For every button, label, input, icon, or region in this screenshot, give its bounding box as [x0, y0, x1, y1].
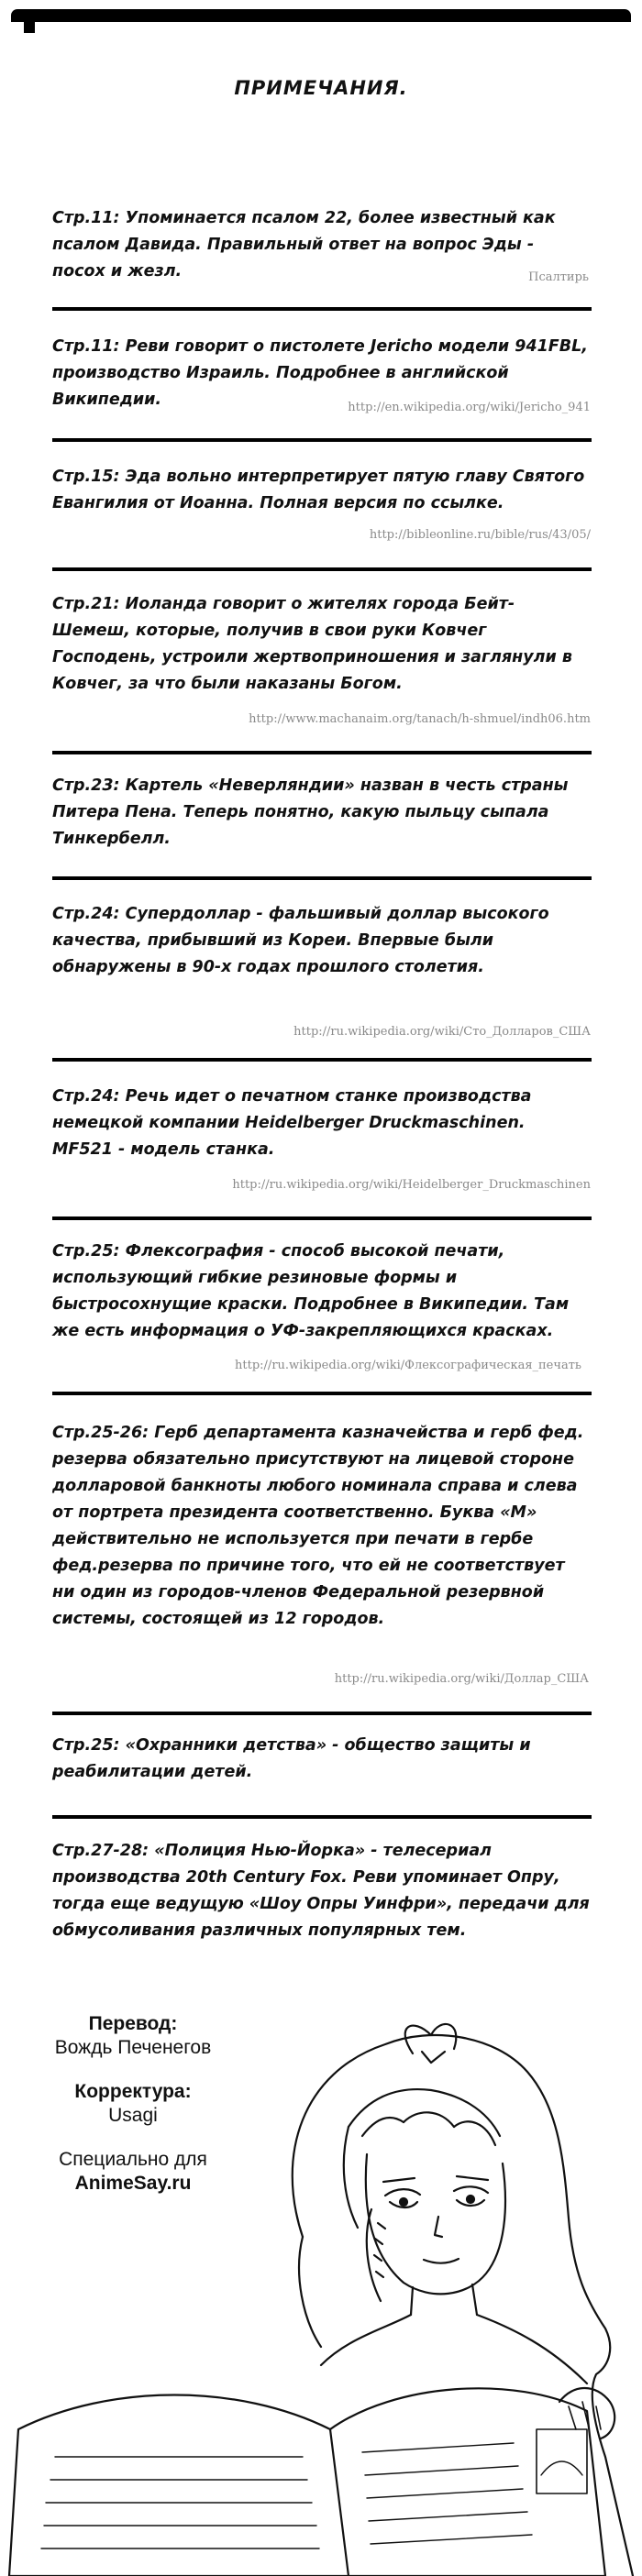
note-link[interactable]: http://bibleonline.ru/bible/rus/43/05/	[369, 528, 591, 542]
note-text: Стр.24: Супердоллар - фальшивый доллар высокого качества, прибывший из Кореи. Впервые были обнаружены в 90-х годах прошлого столетия.	[52, 905, 549, 976]
note-item	[52, 773, 590, 853]
note-item	[52, 464, 590, 517]
top-border-bar	[11, 9, 631, 22]
note-item	[52, 901, 590, 981]
translation-label: Перевод:	[88, 2013, 178, 2034]
top-border-notch	[24, 22, 35, 33]
divider	[52, 307, 592, 311]
divider	[52, 1712, 592, 1715]
note-link[interactable]: http://ru.wikipedia.org/wiki/Heidelberger_Druckmaschinen	[232, 1178, 591, 1192]
credits-block	[37, 2012, 229, 2196]
note-text: Стр.27-28: «Полиция Нью-Йорка» - телесериал производства 20th Century Fox. Реви упоминает Опру, тогда еще ведущую «Шоу Опры Уинфри», передачи для обмусоливания различных популярных тем.	[52, 1842, 590, 1940]
divider	[52, 751, 592, 754]
note-text: Стр.23: Картель «Неверляндии» назван в честь страны Питера Пена. Теперь понятно, какую пыльцу сыпала Тинкербелл.	[52, 776, 569, 848]
note-item	[52, 1238, 590, 1345]
divider	[52, 876, 592, 880]
note-link[interactable]: Псалтирь	[528, 270, 589, 284]
note-link[interactable]: http://ru.wikipedia.org/wiki/Доллар_США	[334, 1672, 589, 1686]
note-link[interactable]: http://www.machanaim.org/tanach/h-shmuel/indh06.htm	[249, 712, 591, 726]
note-text: Стр.11: Упоминается псалом 22, более известный как псалом Давида. Правильный ответ на вопрос Эды - посох и жезл.	[52, 209, 556, 281]
note-text: Стр.15: Эда вольно интерпретирует пятую главу Святого Евангилия от Иоанна. Полная версия по ссылке.	[52, 468, 585, 512]
divider	[52, 438, 592, 442]
note-text: Стр.24: Речь идет о печатном станке производства немецкой компании Heidelberger Druckmaschinen. MF521 - модель станка.	[52, 1087, 532, 1159]
note-text: Стр.21: Иоланда говорит о жителях города Бейт-Шемеш, которые, получив в свои руки Ковчег Господень, устроили жертвоприношения и заглянули в Ковчег, за что были наказаны Богом.	[52, 595, 572, 693]
proofreading-label: Корректура:	[74, 2081, 192, 2102]
site-name: AnimeSay.ru	[74, 2173, 192, 2194]
translator-name: Вождь Печенегов	[54, 2037, 212, 2058]
divider	[52, 1058, 592, 1062]
note-text: Стр.11: Реви говорит о пистолете Jericho модели 941FBL, производство Израиль. Подробнее в английской Википедии.	[52, 337, 588, 409]
divider	[52, 1392, 592, 1395]
note-item	[52, 205, 590, 285]
note-text: Стр.25-26: Герб департамента казначейства и герб фед. резерва обязательно присутствуют на лицевой стороне долларовой банкноты любого номинала справа и слева от портрета президента соответственно. Буква «М» действительно не используется при печати в гербе фед.резерва по причине того, что ей не соответствует ни один из городов-членов Федеральной резервной системы, состоящей из 12 городов.	[52, 1424, 584, 1628]
note-item	[52, 1733, 590, 1786]
note-item	[52, 591, 590, 698]
proofreader-name: Usagi	[108, 2105, 158, 2126]
note-link[interactable]: http://ru.wikipedia.org/wiki/Флексографическая_печать	[235, 1359, 581, 1372]
note-text: Стр.25: Флексография - способ высокой печати, использующий гибкие резиновые формы и быстросохнущие краски. Подробнее в Википедии. Там же есть информация о УФ-закрепляющихся красках.	[52, 1242, 570, 1340]
note-item	[52, 1420, 590, 1633]
note-item	[52, 1838, 590, 1944]
special-for-label: Специально для	[59, 2149, 207, 2170]
page-title: ПРИМЕЧАНИЯ.	[234, 77, 408, 99]
note-link[interactable]: http://en.wikipedia.org/wiki/Jericho_941	[348, 401, 591, 414]
note-link[interactable]: http://ru.wikipedia.org/wiki/Сто_Долларов_США	[293, 1025, 591, 1039]
divider	[52, 1815, 592, 1819]
divider	[52, 1216, 592, 1220]
note-text: Стр.25: «Охранники детства» - общество защиты и реабилитации детей.	[52, 1736, 531, 1781]
divider	[52, 567, 592, 571]
note-item	[52, 1084, 590, 1163]
